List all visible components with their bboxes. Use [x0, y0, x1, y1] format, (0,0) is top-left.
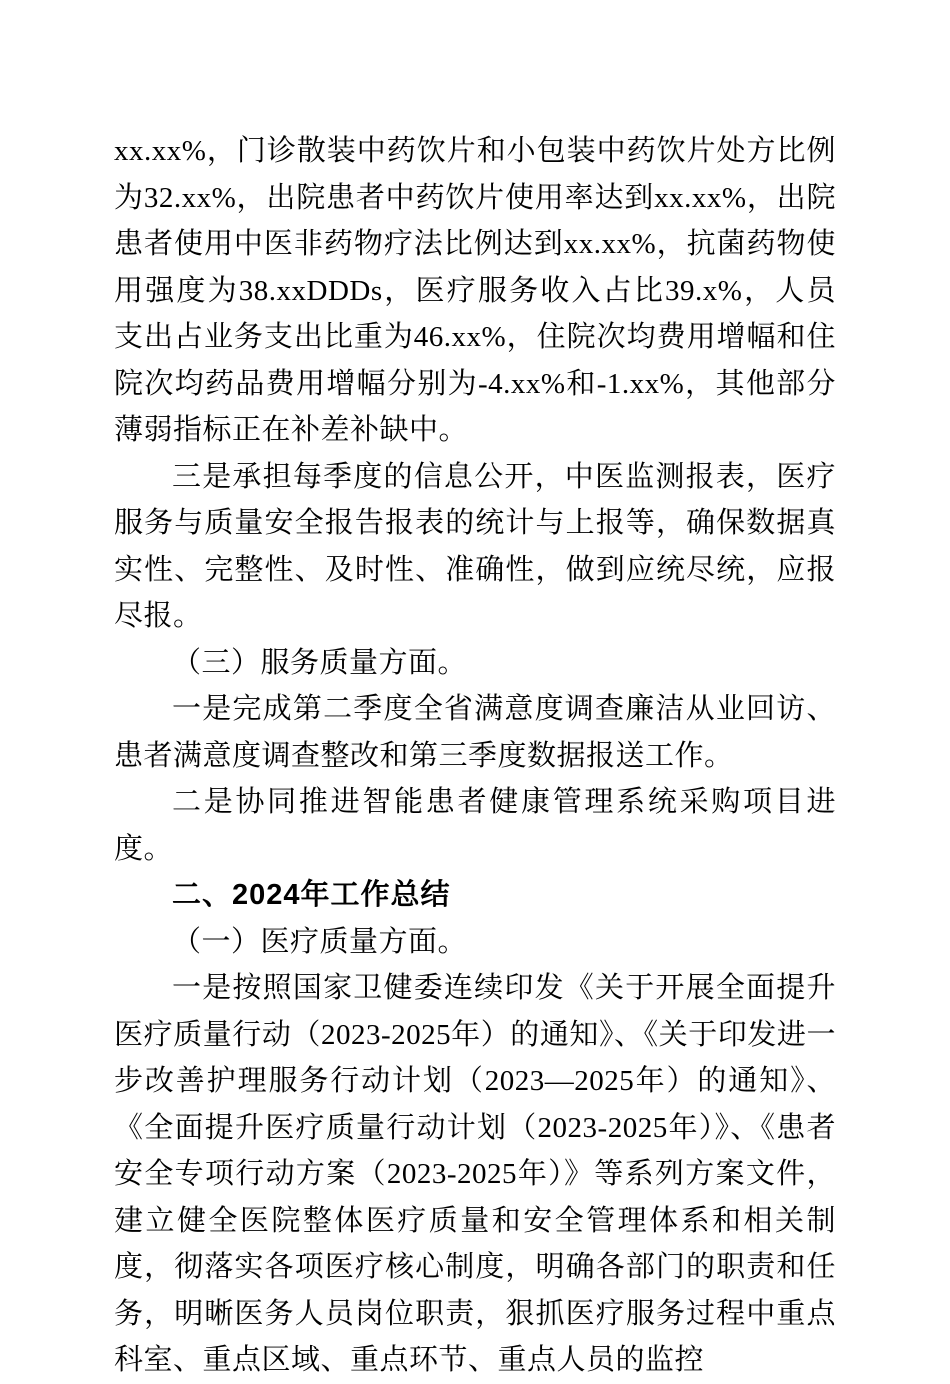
document-body [114, 128, 836, 1384]
paragraph-smart-health-system: 二是协同推进智能患者健康管理系统采购项目进度。 [114, 786, 836, 865]
paragraph-quarterly-reporting: 三是承担每季度的信息公开，中医监测报表，医疗服务与质量安全报告报表的统计与上报等，确保数据真实性、完整性、及时性、准确性，做到应统尽统，应报尽报。 [114, 460, 836, 632]
subsection-title-medical-quality: （一）医疗质量方面。 [172, 925, 468, 958]
paragraph-metrics-continuation: xx.xx%，门诊散装中药饮片和小包装中药饮片处方比例为32.xx%，出院患者中药饮片使用率达到xx.xx%，出院患者使用中医非药物疗法比例达到xx.xx%，抗菌药物使用强度为38.xxDDDs，医疗服务收入占比39.x%，人员支出占业务支出比重为46.xx%，住院次均费用增幅和住院次均药品费用增幅分别为-4.xx%和-1.xx%，其他部分薄弱指标正在补差补缺中。 [114, 135, 836, 446]
paragraph-quality-action-plans: 一是按照国家卫健委连续印发《关于开展全面提升医疗质量行动（2023-2025年）的通知》、《关于印发进一步改善护理服务行动计划（2023—2025年）的通知》、《全面提升医疗质量行动计划（2023-2025年）》、《患者安全专项行动方案（2023-2025年）》等系列方案文件，建立健全医院整体医疗质量和安全管理体系和相关制度，彻落实各项医疗核心制度，明确各部门的职责和任务，明晰医务人员岗位职责，狠抓医疗服务过程中重点科室、重点区域、重点环节、重点人员的监控 [114, 972, 836, 1376]
subsection-title-service-quality: （三）服务质量方面。 [172, 646, 468, 679]
paragraph-satisfaction-survey: 一是完成第二季度全省满意度调查廉洁从业回访、患者满意度调查整改和第三季度数据报送工作。 [114, 693, 836, 772]
section-heading-2024-work-summary: 二、2024年工作总结 [172, 879, 451, 911]
